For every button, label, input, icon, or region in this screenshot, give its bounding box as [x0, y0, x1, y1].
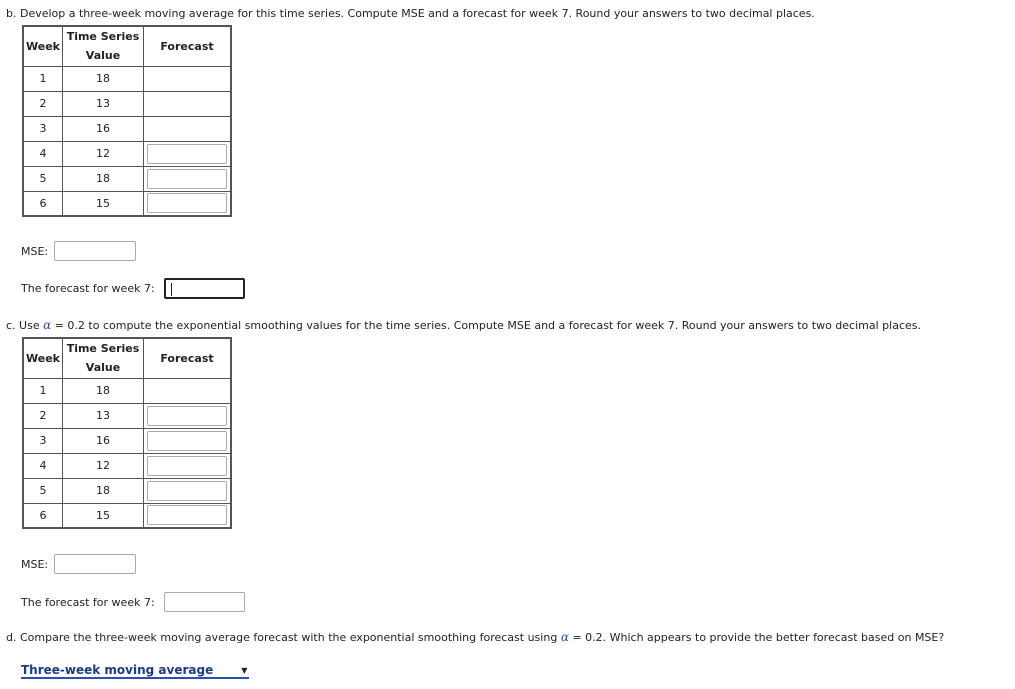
- forecast-header: Forecast: [144, 338, 232, 378]
- part-c-forecast-input[interactable]: [164, 592, 245, 612]
- table-row: [23, 141, 231, 166]
- value-cell: 18: [63, 166, 144, 191]
- forecast-cell: [144, 141, 232, 166]
- forecast-cell-empty: [144, 66, 232, 91]
- table-row: [23, 378, 231, 403]
- week-cell: 2: [23, 403, 63, 428]
- week-cell: 6: [23, 503, 63, 528]
- value-header-line2: Value: [85, 361, 121, 375]
- forecast-cell: [144, 166, 232, 191]
- value-cell: 18: [63, 66, 144, 91]
- week-cell: 3: [23, 116, 63, 141]
- forecast-cell: [144, 403, 232, 428]
- better-forecast-select-value: Three-week moving average: [21, 663, 214, 677]
- week-header: Week: [23, 26, 63, 66]
- value-cell: 18: [63, 478, 144, 503]
- table-row: [23, 453, 231, 478]
- part-d-question-post: = 0.2. Which appears to provide the better forecast based on MSE?: [572, 631, 945, 644]
- table-row: [23, 116, 231, 141]
- week-cell: 1: [23, 378, 63, 403]
- week-cell: 2: [23, 91, 63, 116]
- forecast-cell-empty: [144, 378, 232, 403]
- better-forecast-select[interactable]: [21, 663, 249, 679]
- part-b-mse-label: MSE:: [21, 245, 49, 258]
- table-row: [23, 166, 231, 191]
- value-cell: 12: [63, 453, 144, 478]
- forecast-cell-empty: [144, 116, 232, 141]
- table-row: [23, 66, 231, 91]
- table-row: [23, 403, 231, 428]
- week-cell: 1: [23, 66, 63, 91]
- table-row: [23, 191, 231, 216]
- part-c-question-pre: c. Use: [6, 319, 40, 332]
- alpha-symbol: α: [43, 318, 52, 332]
- part-b-mse-input[interactable]: [54, 241, 136, 261]
- week-cell: 5: [23, 166, 63, 191]
- value-cell: 13: [63, 91, 144, 116]
- forecast-cell: [144, 453, 232, 478]
- part-c-table: [22, 337, 232, 529]
- week-header: Week: [23, 338, 63, 378]
- value-cell: 18: [63, 378, 144, 403]
- value-cell: 16: [63, 116, 144, 141]
- part-b-forecast-input[interactable]: [164, 278, 245, 299]
- alpha-symbol: α: [560, 630, 569, 644]
- forecast-input-week-6[interactable]: [147, 193, 227, 213]
- forecast-cell-empty: [144, 91, 232, 116]
- part-b-forecast-label: The forecast for week 7:: [21, 282, 155, 295]
- forecast-input-week-4[interactable]: [147, 144, 227, 164]
- part-b-table: [22, 25, 232, 217]
- part-d-question: [6, 630, 944, 644]
- part-c-mse-input[interactable]: [54, 554, 136, 574]
- part-c-question-post: = 0.2 to compute the exponential smoothing values for the time series. Compute MSE and a forecast for week 7. Round your answers to two decimal places.: [54, 319, 921, 332]
- value-cell: 15: [63, 191, 144, 216]
- value-cell: 16: [63, 428, 144, 453]
- week-cell: 6: [23, 191, 63, 216]
- part-d-question-pre: d. Compare the three-week moving average forecast with the exponential smoothing forecast using: [6, 631, 558, 644]
- forecast-cell: [144, 191, 232, 216]
- smoothing-input-week-3[interactable]: [147, 431, 227, 451]
- week-cell: 4: [23, 453, 63, 478]
- forecast-cell: [144, 478, 232, 503]
- value-cell: 15: [63, 503, 144, 528]
- week-cell: 5: [23, 478, 63, 503]
- value-header-line1: Time Series: [66, 342, 140, 356]
- part-b-question: b. Develop a three-week moving average for this time series. Compute MSE and a forecast for week 7. Round your answers to two decimal places.: [6, 7, 815, 20]
- value-header-line2: Value: [85, 49, 121, 63]
- table-row: [23, 503, 231, 528]
- value-header: [63, 26, 144, 66]
- part-c-mse-label: MSE:: [21, 558, 49, 571]
- table-row: [23, 91, 231, 116]
- part-c-forecast-label: The forecast for week 7:: [21, 596, 155, 609]
- part-c-question: [6, 318, 921, 332]
- value-cell: 13: [63, 403, 144, 428]
- table-row: [23, 428, 231, 453]
- value-cell: 12: [63, 141, 144, 166]
- forecast-cell: [144, 503, 232, 528]
- smoothing-input-week-6[interactable]: [147, 505, 227, 525]
- week-cell: 3: [23, 428, 63, 453]
- text-caret: [171, 283, 172, 296]
- value-header-line1: Time Series: [66, 30, 140, 44]
- forecast-input-week-5[interactable]: [147, 169, 227, 189]
- smoothing-input-week-2[interactable]: [147, 406, 227, 426]
- caret-down-icon: ▼: [241, 666, 248, 675]
- table-row: [23, 478, 231, 503]
- value-header: [63, 338, 144, 378]
- smoothing-input-week-5[interactable]: [147, 481, 227, 501]
- smoothing-input-week-4[interactable]: [147, 456, 227, 476]
- week-cell: 4: [23, 141, 63, 166]
- forecast-header: Forecast: [144, 26, 232, 66]
- forecast-cell: [144, 428, 232, 453]
